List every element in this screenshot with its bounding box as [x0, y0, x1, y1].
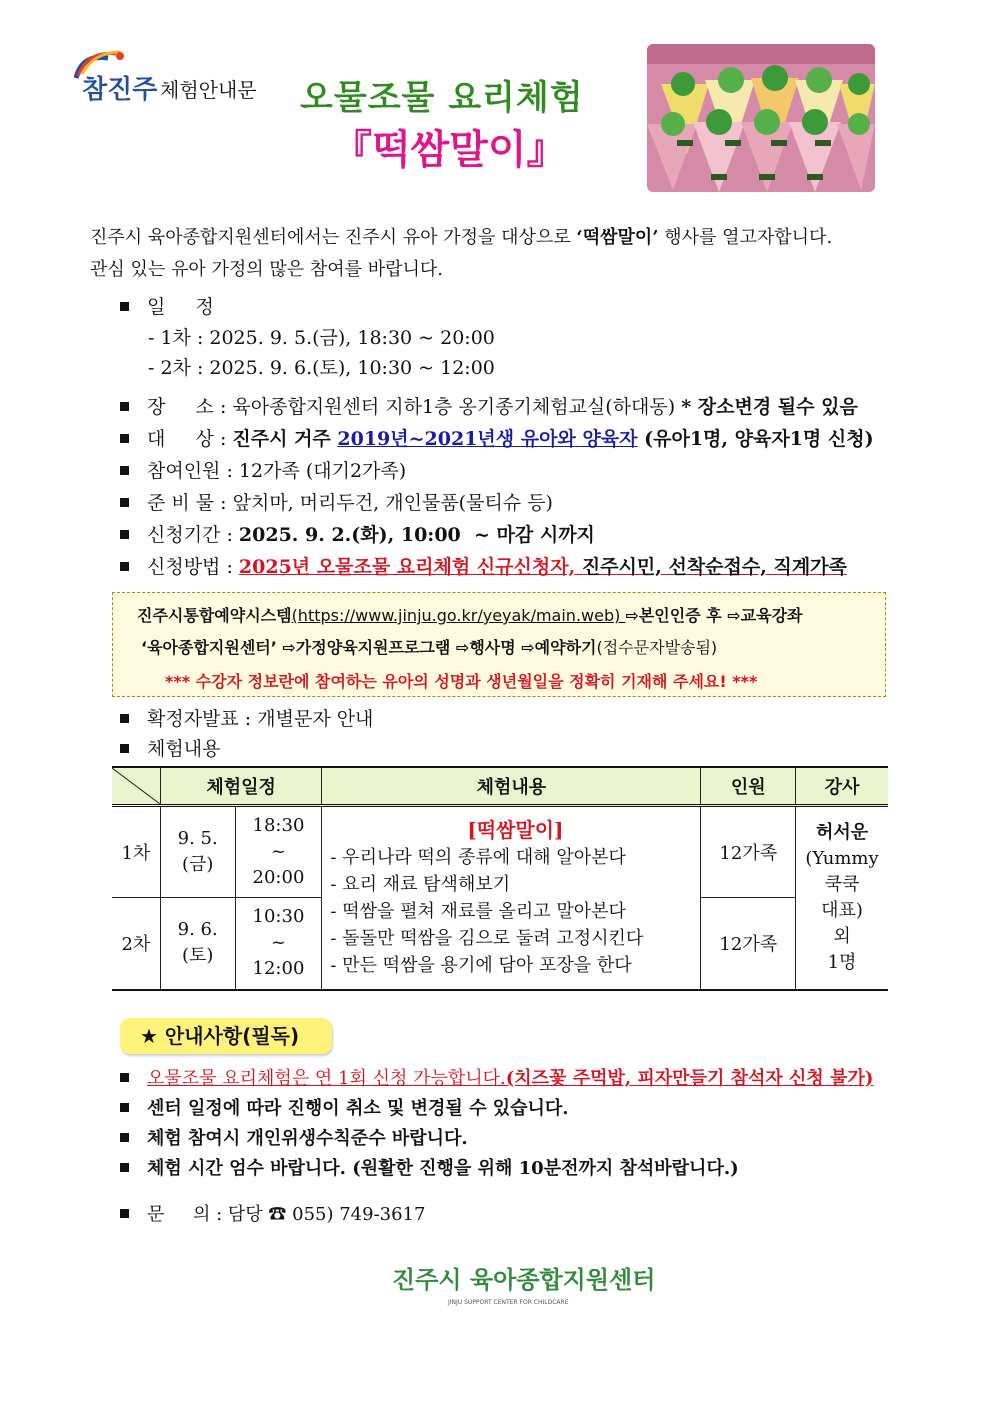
header-instructor: 강사 — [796, 767, 888, 806]
time-cell: 10:30 ~ 12:00 — [235, 898, 322, 990]
guide-item: 체험 시간 엄수 바랍니다. (원활한 진행을 위해 10분전까지 참석바랍니다.) — [120, 1154, 739, 1180]
table-row — [112, 806, 888, 898]
reservation-link[interactable]: (https://www.jinju.go.kr/yeyak/main.web) — [291, 606, 626, 625]
count-cell: 12가족 — [701, 898, 796, 990]
target-row: 대 상 : 진주시 거주 2019년~2021년생 유아와 양육자 (유아1명, 양육자1명 신청) — [120, 424, 874, 451]
method-row: 신청방법 : 2025년 오물조물 요리체험 신규신청자, 진주시민, 선착순접수, 직계가족 — [120, 552, 847, 579]
count-cell: 12가족 — [701, 806, 796, 898]
rice-cake-wrap-photo — [647, 44, 875, 192]
period-row: 신청기간 : 2025. 9. 2.(화), 10:00 ~ 마감 시까지 — [120, 520, 595, 547]
list-item: - 우리나라 떡의 종류에 대해 알아본다 — [330, 847, 626, 868]
contact-row: 문 의 : 담당 ☎ 055) 749-3617 — [120, 1200, 425, 1226]
content-label: 체험내용 — [120, 734, 220, 761]
content-cell: [떡쌈말이] - 우리나라 떡의 종류에 대해 알아본다 - 요리 재료 탐색해보기 - 떡쌈을 펼쳐 재료를 올리고 말아본다 - 돌돌만 떡쌈을 김으로 둘려 고정시킨다 - 만든 떡쌈을 용기에 담아 포장을 한다 — [322, 806, 701, 990]
center-logo — [388, 1258, 718, 1308]
svg-text:JINJU SUPPORT CENTER FOR CHILD: JINJU SUPPORT CENTER FOR CHILDCARE — [448, 1299, 569, 1306]
people-row: 참여인원 : 12가족 (대기2가족) — [120, 456, 406, 483]
diag-cell — [112, 767, 160, 806]
round-cell: 2차 — [112, 898, 160, 990]
guide-item: 체험 참여시 개인위생수칙준수 바랍니다. — [120, 1124, 468, 1150]
reservation-notice: 진주시통합예약시스템(https://www.jinju.go.kr/yeyak/main.web) ⇨본인인증 후 ⇨교육강좌 ‘육아종합지원센터’ ⇨가정양육지원프로그램 ⇨행사명 ⇨예약하기(접수문자발송됨) *** 수강자 정보란에 참여하는 유아의 성명과 생년월일을 정확히 기재해 주세요! *** — [112, 592, 886, 697]
header-count: 인원 — [701, 767, 796, 806]
list-item: - 요리 재료 탐색해보기 — [330, 874, 511, 895]
page-title-sub: 『떡쌈말이』 — [332, 127, 567, 173]
guide-item: 센터 일정에 따라 진행이 취소 및 변경될 수 있습니다. — [120, 1094, 569, 1120]
logo-text: 참진주 — [82, 75, 158, 105]
prepare-row: 준 비 물 : 앞치마, 머리두건, 개인물품(물티슈 등) — [120, 488, 553, 515]
schedule-2: - 2차 : 2025. 9. 6.(토), 10:30 ~ 12:00 — [148, 357, 495, 379]
intro-text: 진주시 육아종합지원센터에서는 진주시 유아 가정을 대상으로 ‘떡쌈말이’ 행사를 열고자합니다. 관심 있는 유아 가정의 많은 참여를 바랍니다. — [90, 227, 833, 280]
date-cell: 9. 5. (금) — [160, 806, 235, 898]
program-table — [112, 766, 888, 991]
schedule-label: 일 정 — [120, 292, 214, 319]
list-item: - 돌돌만 떡쌈을 김으로 둘려 고정시킨다 — [330, 928, 644, 949]
header-schedule: 체험일정 — [160, 767, 322, 806]
header-content: 체험내용 — [322, 767, 701, 806]
time-cell: 18:30 ~ 20:00 — [235, 806, 322, 898]
svg-text:진주시 육아종합지원센터: 진주시 육아종합지원센터 — [392, 1266, 656, 1294]
place-row: 장 소 : 육아종합지원센터 지하1층 옹기종기체험교실(하대동) * 장소변경 될수 있음 — [120, 392, 858, 419]
list-item: - 만든 떡쌈을 용기에 담아 포장을 한다 — [330, 955, 632, 976]
doc-subtitle: 체험안내문 — [160, 78, 257, 102]
guide-title: ★ 안내사항(필독) — [120, 1018, 332, 1054]
guide-item: 오물조물 요리체험은 연 1회 신청 가능합니다.(치즈꽃 주먹밥, 피자만들기 참석자 신청 불가) — [120, 1064, 873, 1090]
date-cell: 9. 6. (토) — [160, 898, 235, 990]
schedule-1: - 1차 : 2025. 9. 5.(금), 18:30 ~ 20:00 — [148, 327, 495, 349]
announce-row: 확정자발표 : 개별문자 안내 — [120, 704, 373, 731]
round-cell: 1차 — [112, 806, 160, 898]
page-title: 오물조물 요리체험 — [300, 78, 584, 118]
list-item: - 떡쌈을 펼쳐 재료를 올리고 말아본다 — [330, 901, 626, 922]
jinju-logo — [68, 48, 163, 106]
instructor-cell: 허서운 (Yummy 쿡쿡 대표) 외 1명 — [796, 806, 888, 990]
